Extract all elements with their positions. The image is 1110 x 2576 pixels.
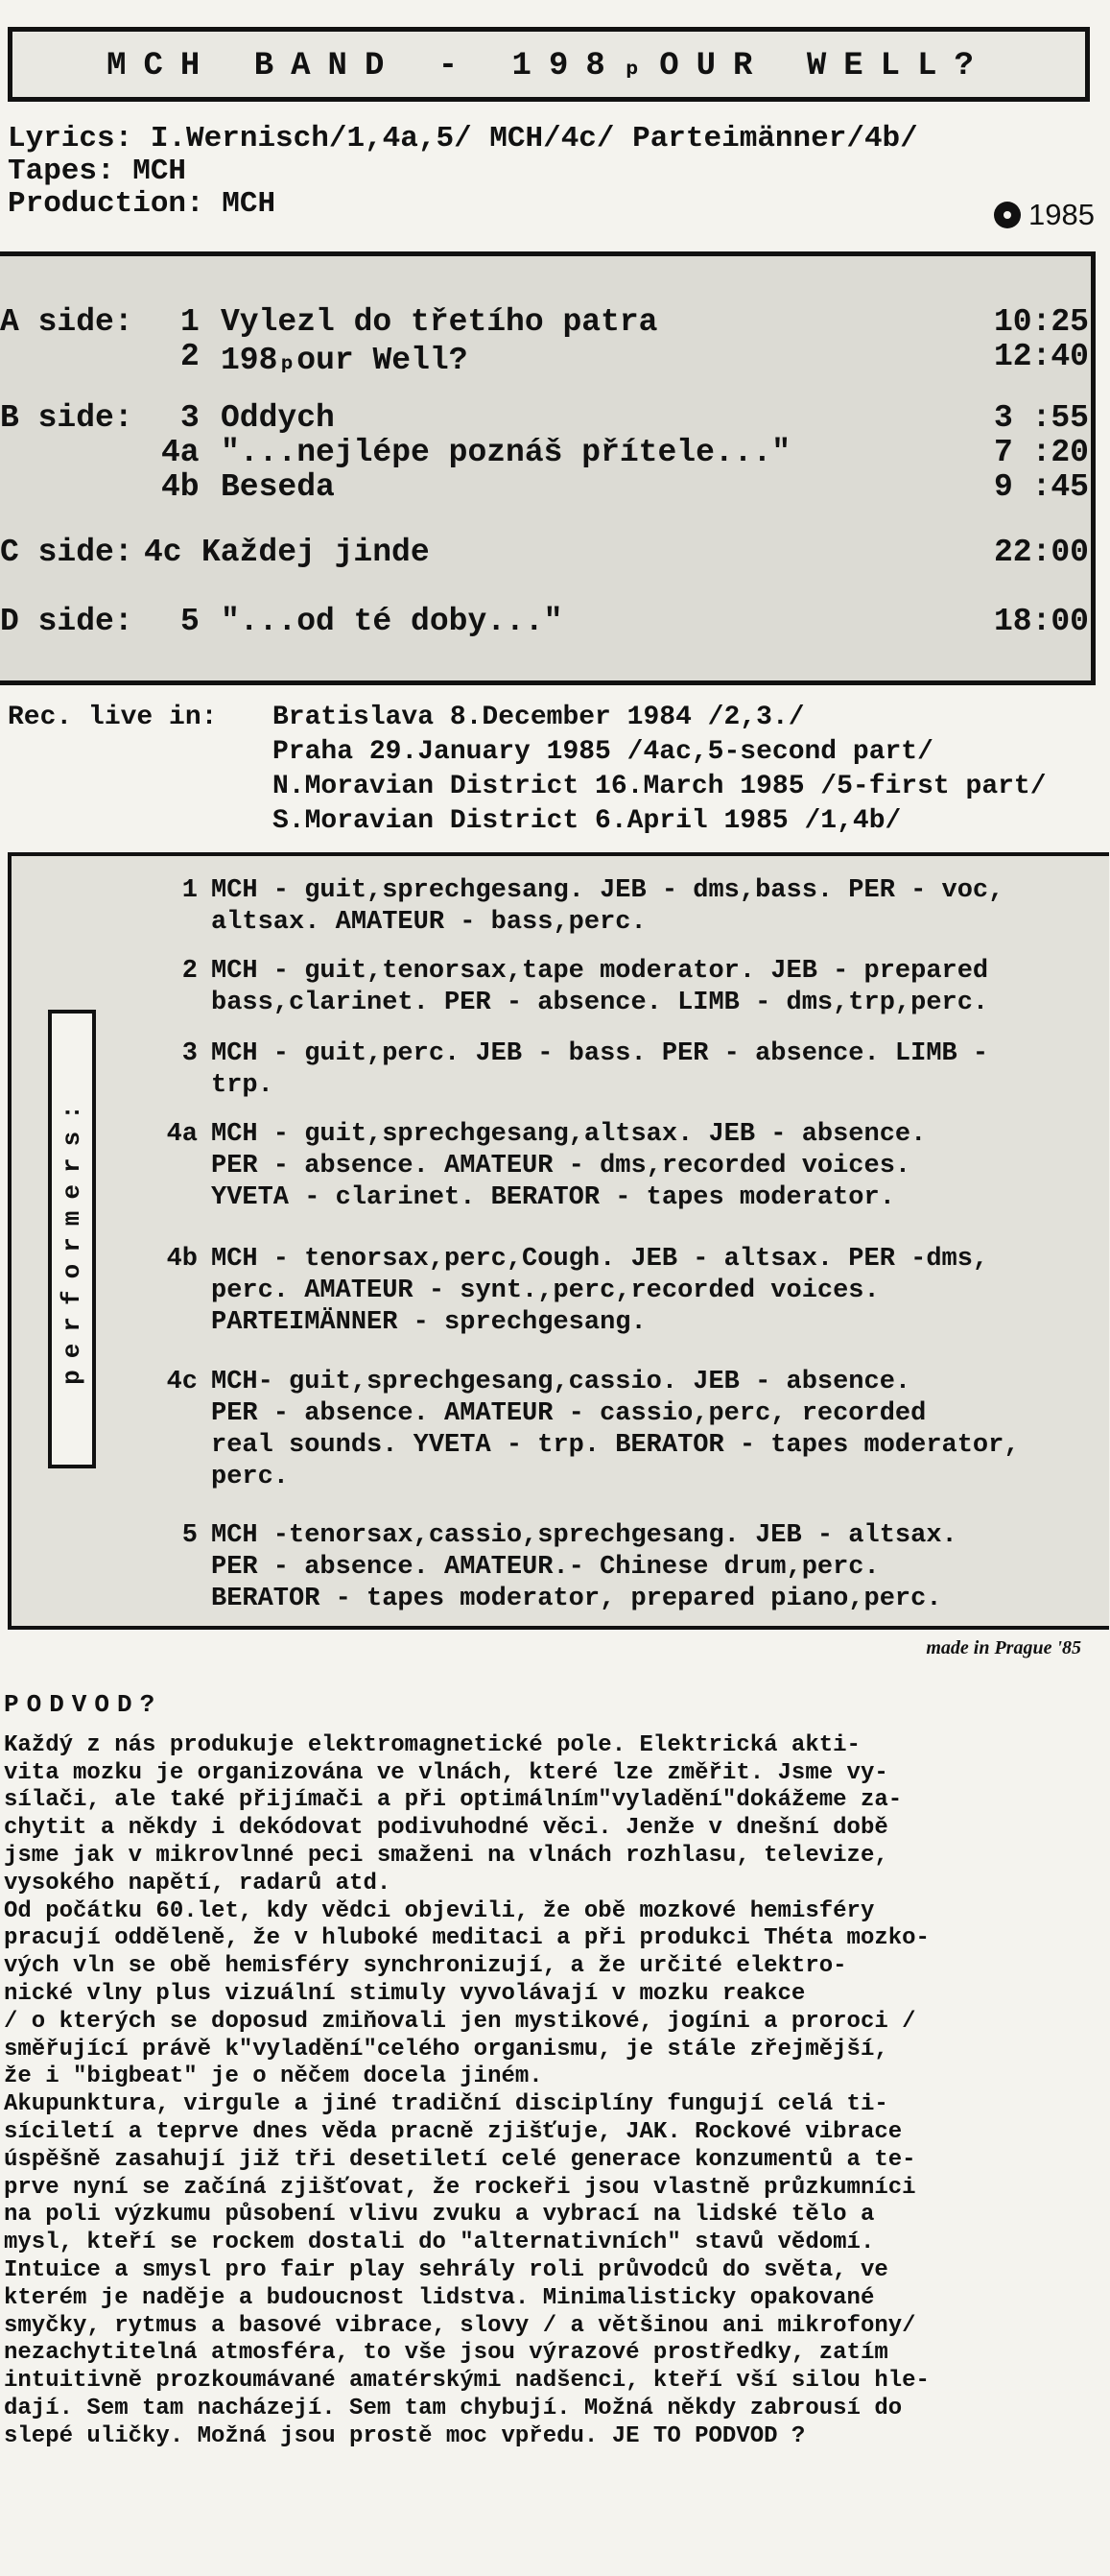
article-line: kterém je naděje a budoucnost lidstva. Minimalisticky opakované xyxy=(4,2284,875,2311)
recording-line: Bratislava 8.December 1984 /2,3./ xyxy=(272,703,805,732)
side-label: D side: xyxy=(0,604,133,639)
article-line: / o kterých se doposud zmiňovali jen mystikové, jogíni a proroci / xyxy=(4,2008,916,2035)
track-duration: 18:00 xyxy=(993,604,1089,639)
side-label: A side: xyxy=(0,304,133,340)
performer-line: trp. xyxy=(211,1071,273,1100)
track-title: Beseda xyxy=(221,469,335,505)
track-number: 4a xyxy=(161,435,200,470)
side-label: B side: xyxy=(0,400,133,436)
performer-line: MCH - guit,sprechgesang. JEB - dms,bass. PER - voc, xyxy=(211,876,1004,905)
album-title: MCH BAND - 198ₚOUR WELL? xyxy=(106,48,991,84)
track-title: "...nejlépe poznáš přítele..." xyxy=(221,435,791,470)
performer-line: PER - absence. AMATEUR - cassio,perc, recorded xyxy=(211,1399,927,1428)
track-duration: 12:40 xyxy=(993,339,1089,374)
article-line: pracují odděleně, že v hluboké meditaci a při produkci Théta mozko- xyxy=(4,1925,930,1952)
track-duration: 9 :45 xyxy=(993,469,1089,505)
track-number: 4c xyxy=(144,535,182,570)
track-number: 1 xyxy=(180,304,200,340)
lyrics-credit: Lyrics: I.Wernisch/1,4a,5/ MCH/4c/ Parteimänner/4b/ xyxy=(8,122,918,155)
performer-line: YVETA - clarinet. BERATOR - tapes moderator. xyxy=(211,1183,895,1212)
performer-track-number: 2 xyxy=(181,957,198,986)
track-duration: 7 :20 xyxy=(993,435,1089,470)
article-line: intuitivně prozkoumávané amatérskými nadšenci, kteří vší silou hle- xyxy=(4,2368,930,2395)
article-line: vita mozku je organizována ve vlnách, které lze změřit. Jsme vy- xyxy=(4,1759,888,1786)
performer-line: MCH - tenorsax,perc,Cough. JEB - altsax. PER -dms, xyxy=(211,1245,989,1274)
performer-entry xyxy=(181,1520,957,1615)
performer-track-number: 4c xyxy=(166,1368,198,1396)
performer-entry xyxy=(181,875,1004,939)
recording-line: N.Moravian District 16.March 1985 /5-first part/ xyxy=(272,772,1047,801)
performer-track-number: 4b xyxy=(166,1245,198,1274)
performer-line: perc. AMATEUR - synt.,perc,recorded voices. xyxy=(211,1276,880,1305)
article-line: že i "bigbeat" je o něčem docela jiném. xyxy=(4,2063,543,2090)
performer-track-number: 3 xyxy=(181,1039,198,1068)
article-line: prve nyní se začíná zjišťovat, že rockeři jsou vlastně průzkumníci xyxy=(4,2174,916,2201)
recording-line: Praha 29.January 1985 /4ac,5-second part/ xyxy=(272,737,933,767)
track-number: 5 xyxy=(180,604,200,639)
side-label: C side: xyxy=(0,535,133,570)
track-number: 2 xyxy=(180,339,200,374)
copyright-year: 1985 xyxy=(1028,198,1095,231)
performers-label: performers: xyxy=(58,1093,86,1385)
performer-line: BERATOR - tapes moderator, prepared piano,perc. xyxy=(211,1585,942,1613)
phonogram-copyright-icon xyxy=(994,202,1021,228)
performer-line: MCH- guit,sprechgesang,cassio. JEB - absence. xyxy=(211,1368,911,1396)
performer-line: MCH - guit,perc. JEB - bass. PER - absence. LIMB - xyxy=(211,1039,989,1068)
performer-entry xyxy=(181,956,989,1019)
copyright xyxy=(994,198,1095,232)
article-line: úspěšně zasahují již tři desetiletí celé generace konzumentů a te- xyxy=(4,2146,916,2173)
article-line: síciletí a teprve dnes věda pracně zjišťuje, JAK. Rockové vibrace xyxy=(4,2118,903,2145)
performer-line: MCH - guit,sprechgesang,altsax. JEB - absence. xyxy=(211,1120,927,1149)
article-heading: PODVOD? xyxy=(4,1690,163,1719)
performer-line: MCH - guit,tenorsax,tape moderator. JEB - prepared xyxy=(211,957,989,986)
track-title: Každej jinde xyxy=(201,535,430,570)
track-number: 4b xyxy=(161,469,200,505)
performer-entry xyxy=(166,1119,927,1214)
performer-track-number: 1 xyxy=(181,876,198,905)
performer-entry xyxy=(181,1038,989,1102)
performer-line: PARTEIMÄNNER - sprechgesang. xyxy=(211,1308,647,1337)
performer-entry xyxy=(166,1244,989,1339)
track-title: "...od té doby..." xyxy=(221,604,563,639)
article-line: sílači, ale také přijímači a při optimálním"vyladění"dokážeme za- xyxy=(4,1787,903,1814)
recording-line: S.Moravian District 6.April 1985 /1,4b/ xyxy=(272,806,902,836)
article-line: dají. Sem tam nacházejí. Sem tam chybují. Možná někdy zabrousí do xyxy=(4,2395,903,2421)
track-title: Vylezl do třetího patra xyxy=(221,304,658,340)
article-line: Akupunktura, virgule a jiné tradiční disciplíny fungují celá ti- xyxy=(4,2091,888,2118)
article-line: vých vln se obě hemisféry synchronizují, a že určité elektro- xyxy=(4,1953,847,1980)
article-line: Od počátku 60.let, kdy vědci objevili, že obě mozkové hemisféry xyxy=(4,1897,875,1924)
credits xyxy=(8,123,1101,221)
article xyxy=(4,1691,1107,2451)
track-duration: 3 :55 xyxy=(993,400,1089,436)
production-credit: Production: MCH xyxy=(8,187,276,221)
article-line: nezachytitelná atmosféra, to vše jsou výrazové prostředky, zatím xyxy=(4,2340,888,2367)
track-title: Oddych xyxy=(221,400,335,436)
article-line: vysokého napětí, radarů atd. xyxy=(4,1870,391,1896)
performer-line: perc. xyxy=(211,1463,290,1491)
article-line: chytit a někdy i dekódovat podivuhodné věci. Jenže v dnešní době xyxy=(4,1815,888,1842)
article-line: slepé uličky. Možná jsou prostě moc vpředu. JE TO PODVOD ? xyxy=(4,2422,806,2449)
performer-line: PER - absence. AMATEUR.- Chinese drum,perc. xyxy=(211,1553,880,1582)
article-body xyxy=(4,1732,1107,2451)
performer-line: PER - absence. AMATEUR - dms,recorded voices. xyxy=(211,1152,911,1181)
article-line: Každý z nás produkuje elektromagnetické pole. Elektrická akti- xyxy=(4,1731,861,1758)
performer-track-number: 4a xyxy=(166,1120,198,1149)
article-line: nické vlny plus vizuální stimuly vyvolávají v mozku reakce xyxy=(4,1980,806,2007)
title-box xyxy=(8,27,1090,102)
performers-label-box xyxy=(48,1010,96,1468)
tracklist-box xyxy=(0,251,1096,685)
performer-line: bass,clarinet. PER - absence. LIMB - dms,trp,perc. xyxy=(211,989,989,1017)
performer-track-number: 5 xyxy=(181,1521,198,1550)
article-line: na poli výzkumu působení vlivu zvuku a vybrací na lidské tělo a xyxy=(4,2202,875,2229)
article-line: mysl, kteří se rockem dostali do "alternativních" stavů vědomí. xyxy=(4,2230,875,2256)
article-line: smyčky, rytmus a basové vibrace, slovy / a většinou ani mikrofony/ xyxy=(4,2312,916,2339)
tapes-credit: Tapes: MCH xyxy=(8,155,187,188)
article-line: jsme jak v mikrovlnné peci smaženi na vlnách rozhlasu, televize, xyxy=(4,1842,888,1869)
performer-line: MCH -tenorsax,cassio,sprechgesang. JEB - altsax. xyxy=(211,1521,957,1550)
track-duration: 22:00 xyxy=(993,535,1089,570)
article-line: směřující právě k"vyladění"celého organismu, je stále zřejmější, xyxy=(4,2036,888,2063)
track-duration: 10:25 xyxy=(993,304,1089,340)
track-number: 3 xyxy=(180,400,200,436)
performer-entry xyxy=(166,1367,1020,1493)
track-title: 198ₚour Well? xyxy=(221,343,468,378)
performer-line: real sounds. YVETA - trp. BERATOR - tapes moderator, xyxy=(211,1431,1020,1460)
article-line: Intuice a smysl pro fair play sehrály roli průvodců do světa, ve xyxy=(4,2256,888,2283)
made-in-note: made in Prague '85 xyxy=(926,1637,1081,1658)
recording-label: Rec. live in: xyxy=(8,703,218,732)
performer-line: altsax. AMATEUR - bass,perc. xyxy=(211,908,647,937)
